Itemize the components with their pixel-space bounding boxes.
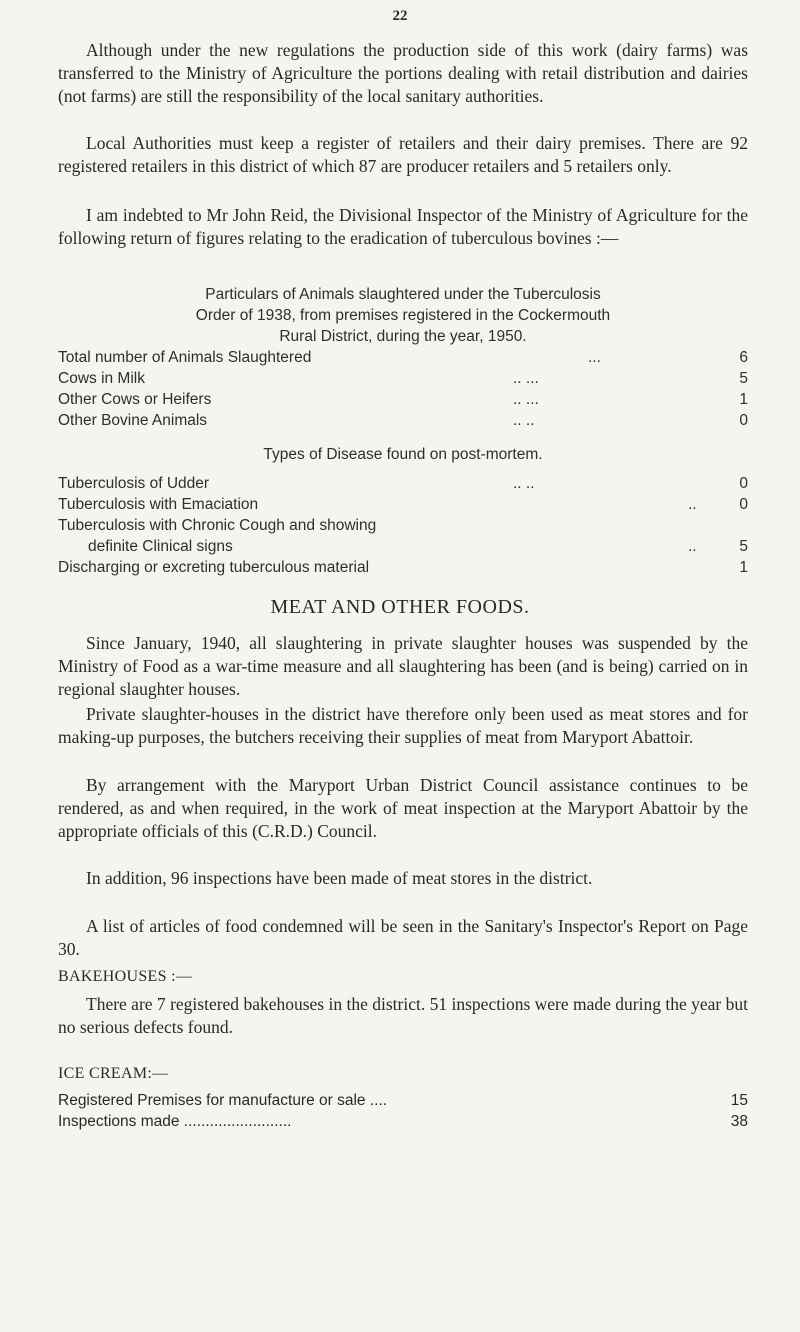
row-label: Registered Premises for manufacture or sale .... bbox=[58, 1092, 388, 1109]
row-leader: .. .. bbox=[513, 475, 535, 492]
intro-paragraph-1: Although under the new regulations the production side of this work (dairy farms) was transferred to the Ministry of Agriculture the portions dealing with retail distribution and dairies (not farms) are still the responsibility of the local sanitary authorities. bbox=[58, 40, 748, 106]
caption-line-1: Particulars of Animals slaughtered under the Tuberculosis bbox=[205, 286, 601, 303]
row-leader: .. bbox=[688, 538, 697, 555]
row-value: 38 bbox=[730, 1113, 748, 1130]
table-row bbox=[58, 516, 748, 536]
table-row bbox=[58, 474, 748, 494]
table-row bbox=[58, 1112, 748, 1132]
caption-line-3: Rural District, during the year, 1950. bbox=[279, 328, 527, 345]
table-row bbox=[58, 537, 748, 557]
row-value: 0 bbox=[739, 412, 748, 429]
row-value: 0 bbox=[739, 475, 748, 492]
row-label: Other Bovine Animals bbox=[58, 412, 208, 429]
row-label: Discharging or excreting tuberculous material bbox=[58, 559, 370, 576]
row-label: Total number of Animals Slaughtered bbox=[58, 349, 312, 366]
row-leader: ... bbox=[588, 349, 601, 366]
bakehouses-paragraph: There are 7 registered bakehouses in the district. 51 inspections were made during the year but no serious defects found. bbox=[58, 994, 748, 1037]
page-number: 22 bbox=[392, 8, 408, 24]
tb-table-caption bbox=[58, 284, 748, 347]
row-value: 5 bbox=[739, 370, 748, 387]
row-label: Cows in Milk bbox=[58, 370, 145, 387]
row-value: 0 bbox=[739, 496, 748, 513]
table-row bbox=[58, 1091, 748, 1111]
row-value: 1 bbox=[739, 559, 748, 576]
table-row bbox=[58, 558, 748, 578]
intro-paragraph-3: I am indebted to Mr John Reid, the Divisional Inspector of the Ministry of Agriculture for the following return of figures relating to the eradication of tuberculous bovines :— bbox=[58, 205, 748, 248]
section-heading-meat: MEAT AND OTHER FOODS. bbox=[270, 596, 530, 618]
row-label: Other Cows or Heifers bbox=[58, 391, 212, 408]
bakehouses-heading: BAKEHOUSES :— bbox=[58, 968, 193, 985]
intro-paragraph-2: Local Authorities must keep a register of retailers and their dairy premises. There are 92 registered retailers in this district of which 87 are producer retailers and 5 retailers only. bbox=[58, 133, 748, 176]
disease-caption: Types of Disease found on post-mortem. bbox=[263, 446, 543, 463]
row-value: 6 bbox=[739, 349, 748, 366]
meat-paragraph-4: In addition, 96 inspections have been made of meat stores in the district. bbox=[86, 868, 593, 888]
row-value: 5 bbox=[739, 538, 748, 555]
row-leader: .. bbox=[688, 496, 697, 513]
row-value: 1 bbox=[739, 391, 748, 408]
table-row bbox=[58, 411, 748, 431]
row-leader: .. ... bbox=[513, 391, 539, 408]
meat-paragraph-5: A list of articles of food condemned will be seen in the Sanitary's Inspector's Report on Page 30. bbox=[58, 916, 748, 959]
table-row bbox=[58, 369, 748, 389]
meat-paragraph-2: Private slaughter-houses in the district have therefore only been used as meat stores and for making-up purposes, the butchers receiving their supplies of meat from Maryport Abattoir. bbox=[58, 704, 748, 747]
row-label: Tuberculosis with Emaciation bbox=[58, 496, 259, 513]
table-row bbox=[58, 390, 748, 410]
ice-cream-heading: ICE CREAM:— bbox=[58, 1065, 169, 1082]
row-label: Tuberculosis of Udder bbox=[58, 475, 210, 492]
table-row bbox=[58, 348, 748, 368]
row-label: Inspections made ......................... bbox=[58, 1113, 292, 1130]
row-value: 15 bbox=[730, 1092, 748, 1109]
caption-line-2: Order of 1938, from premises registered in the Cockermouth bbox=[195, 307, 611, 324]
table-row bbox=[58, 495, 748, 515]
meat-paragraph-1: Since January, 1940, all slaughtering in private slaughter houses was suspended by the Ministry of Food as a war-time measure and all slaughtering has been (and is being) carried on in regional slaughter houses. bbox=[58, 633, 748, 699]
row-leader: .. .. bbox=[513, 412, 535, 429]
meat-paragraph-3: By arrangement with the Maryport Urban District Council assistance continues to be rendered, as and when required, in the work of meat inspection at the Maryport Abattoir by the appropriate officials of this (C.R.D.) Council. bbox=[58, 775, 748, 841]
row-label: Tuberculosis with Chronic Cough and showing bbox=[58, 517, 377, 534]
row-label: definite Clinical signs bbox=[88, 538, 233, 555]
row-leader: .. ... bbox=[513, 370, 539, 387]
